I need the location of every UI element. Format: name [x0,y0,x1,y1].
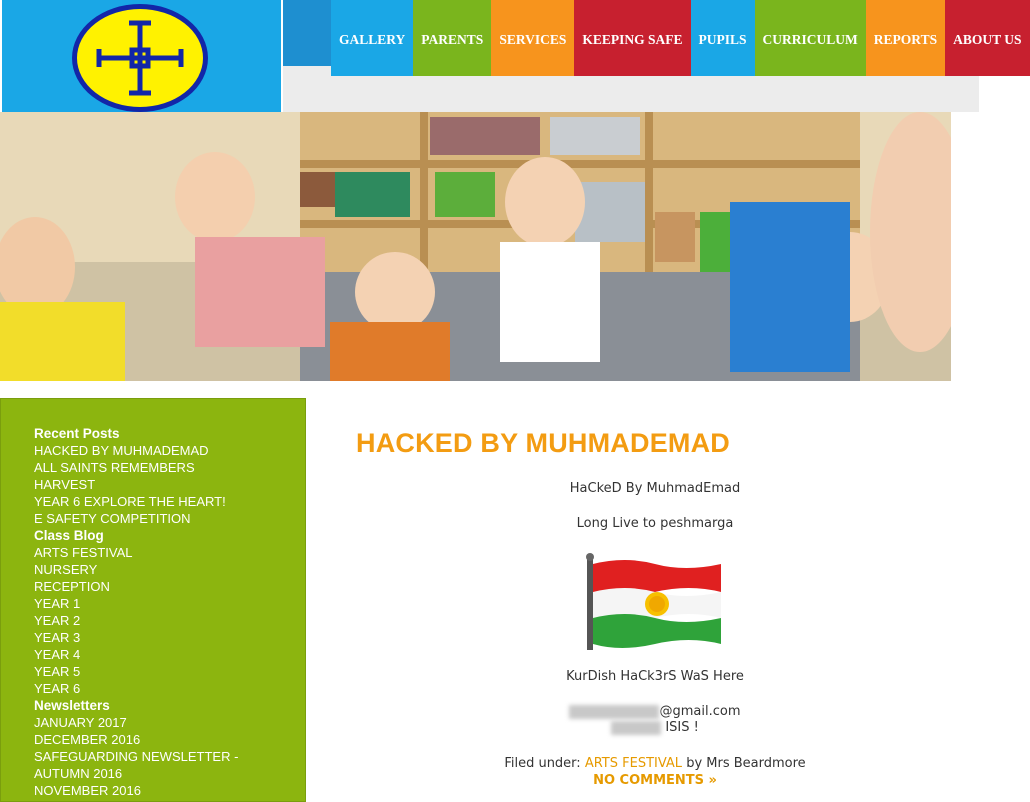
comments-link[interactable]: NO COMMENTS » [593,773,717,788]
author-text: by Mrs Beardmore [686,756,806,771]
nav-item-gallery[interactable]: GALLERY [331,0,413,76]
newsletter-link[interactable]: NOVEMBER 2016 [34,783,141,798]
class-blog-link[interactable]: ARTS FESTIVAL [34,545,133,560]
recent-posts-heading: Recent Posts [34,426,120,441]
recent-post-link[interactable]: YEAR 6 EXPLORE THE HEART! [34,494,226,509]
email-line [480,704,830,719]
class-blog-link[interactable]: NURSERY [34,562,98,577]
redacted-text [569,705,659,719]
filed-under [480,756,830,771]
redacted-text [611,721,661,735]
class-blog-link[interactable]: YEAR 2 [34,613,81,628]
hack-line-2: Long Live to peshmarga [576,516,734,531]
hack-line-3: KurDish HaCk3rS WaS Here [566,669,744,684]
nav-item-services[interactable]: SERVICES [491,0,574,76]
recent-post-link[interactable]: HACKED BY MUHMADEMAD [34,443,209,458]
nav-item-keeping-safe[interactable]: KEEPING SAFE [574,0,690,76]
recent-post-link[interactable]: HARVEST [34,477,96,492]
newsletter-link[interactable]: SAFEGUARDING NEWSLETTER - [34,749,239,764]
hack-line-1: HaCkeD By MuhmadEmad [569,481,741,496]
kurdistan-flag-icon [585,554,725,654]
nav-item-parents[interactable]: PARENTS [413,0,491,76]
nav-item-reports[interactable]: REPORTS [866,0,945,76]
class-blog-link[interactable]: YEAR 5 [34,664,81,679]
nav-item-about-us[interactable]: ABOUT US [945,0,1029,76]
newsletter-link[interactable]: AUTUMN 2016 [34,766,123,781]
class-blog-link[interactable]: YEAR 3 [34,630,81,645]
class-blog-link[interactable]: RECEPTION [34,579,110,594]
comments-line [480,773,830,788]
class-blog-link[interactable]: YEAR 4 [34,647,81,662]
newsletter-link[interactable]: JANUARY 2017 [34,715,127,730]
class-blog-link[interactable]: YEAR 1 [34,596,81,611]
nav-item-curriculum[interactable]: CURRICULUM [755,0,866,76]
isis-line [480,720,830,735]
hero-photo [0,112,951,381]
hero-edge [951,112,979,381]
post-title[interactable]: HACKED BY MUHMADEMAD [356,428,730,458]
recent-post-link[interactable]: E SAFETY COMPETITION [34,511,191,526]
class-blog-link[interactable]: YEAR 6 [34,681,81,696]
class-blog-heading: Class Blog [34,528,104,543]
sidebar [0,398,306,802]
newsletter-link[interactable]: DECEMBER 2016 [34,732,141,747]
email-suffix: @gmail.com [659,704,741,719]
main-nav [331,0,1030,76]
category-link[interactable]: ARTS FESTIVAL [584,756,683,771]
isis-text: ISIS ! [665,720,699,735]
filed-label: Filed under: [504,756,581,771]
nav-item-pupils[interactable]: PUPILS [691,0,755,76]
recent-post-link[interactable]: ALL SAINTS REMEMBERS [34,460,195,475]
cross-emblem-icon [72,4,208,112]
newsletters-heading: Newsletters [34,698,110,713]
